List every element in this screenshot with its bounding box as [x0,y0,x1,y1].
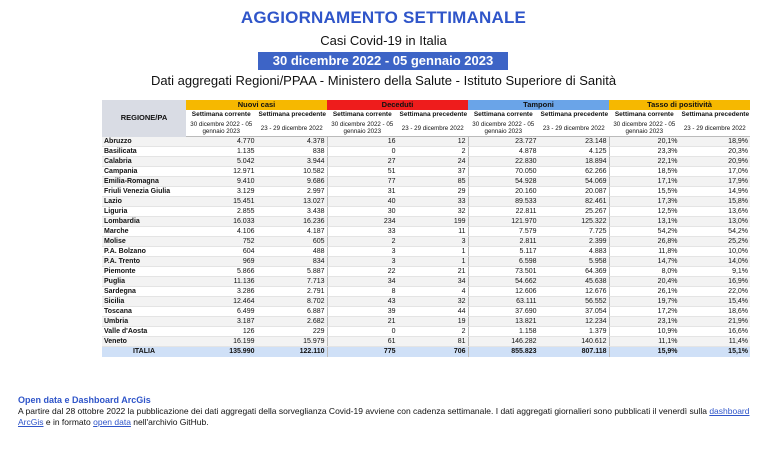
tamponi-current: 146.282 [468,337,539,347]
deceduti-current: 234 [327,217,398,227]
nuovi-casi-current: 752 [186,237,257,247]
deceduti-current: 22 [327,267,398,277]
deceduti-current: 0 [327,327,398,337]
tamponi-previous: 5.958 [539,257,610,267]
dashboard-arcgis-link[interactable]: dashboard ArcGis [18,406,750,427]
nuovi-casi-previous: 4.378 [257,137,328,147]
nuovi-casi-previous: 488 [257,247,328,257]
nuovi-casi-previous: 838 [257,147,328,157]
region-name: Emilia-Romagna [102,177,186,187]
tamponi-current: 22.811 [468,207,539,217]
week-dates-row [102,120,750,137]
tasso-previous: 15,8% [680,197,751,207]
deceduti-previous: 199 [398,217,469,227]
nuovi-casi-current: 16.199 [186,337,257,347]
total-tamponi-previous: 807.118 [539,347,610,358]
deceduti-current: 31 [327,187,398,197]
current-week-label: Settimana corrente [327,110,398,120]
table-row [102,167,750,177]
total-tasso-previous: 15,1% [680,347,751,358]
nuovi-casi-previous: 2.682 [257,317,328,327]
table-row [102,157,750,167]
tasso-current: 11,1% [609,337,680,347]
total-tamponi-current: 855.823 [468,347,539,358]
group-header-tamponi: Tamponi [468,100,609,110]
tasso-previous: 14,0% [680,257,751,267]
region-name: Lazio [102,197,186,207]
nuovi-casi-previous: 7.713 [257,277,328,287]
nuovi-casi-current: 5.866 [186,267,257,277]
total-row-italia [102,347,750,358]
deceduti-previous: 11 [398,227,469,237]
table-body [102,137,750,347]
nuovi-casi-previous: 15.979 [257,337,328,347]
region-name: Marche [102,227,186,237]
nuovi-casi-current: 126 [186,327,257,337]
current-week-label: Settimana corrente [609,110,680,120]
region-name: Valle d'Aosta [102,327,186,337]
nuovi-casi-previous: 4.187 [257,227,328,237]
nuovi-casi-previous: 16.236 [257,217,328,227]
tamponi-current: 89.533 [468,197,539,207]
tasso-previous: 25,2% [680,237,751,247]
tasso-previous: 54,2% [680,227,751,237]
tasso-previous: 10,0% [680,247,751,257]
deceduti-current: 43 [327,297,398,307]
deceduti-current: 0 [327,147,398,157]
nuovi-casi-previous: 6.887 [257,307,328,317]
tamponi-current: 121.970 [468,217,539,227]
tasso-previous: 14,9% [680,187,751,197]
nuovi-casi-previous: 605 [257,237,328,247]
region-name: Piemonte [102,267,186,277]
open-data-paragraph [18,406,758,428]
tasso-current: 18,5% [609,167,680,177]
tamponi-current: 73.501 [468,267,539,277]
region-name: Toscana [102,307,186,317]
tasso-previous: 17,0% [680,167,751,177]
tamponi-current: 1.158 [468,327,539,337]
table-row [102,247,750,257]
tasso-previous: 20,9% [680,157,751,167]
nuovi-casi-current: 9.410 [186,177,257,187]
table-row [102,307,750,317]
tasso-current: 15,5% [609,187,680,197]
tamponi-previous: 64.369 [539,267,610,277]
tasso-current: 14,7% [609,257,680,267]
total-deceduti-current: 775 [327,347,398,358]
table-row [102,177,750,187]
nuovi-casi-previous: 834 [257,257,328,267]
deceduti-previous: 21 [398,267,469,277]
tasso-previous: 18,9% [680,137,751,147]
tamponi-current: 20.160 [468,187,539,197]
nuovi-casi-previous: 3.944 [257,157,328,167]
total-label: ITALIA [102,347,186,358]
total-nuovi-casi-current: 135.990 [186,347,257,358]
tamponi-current: 22.830 [468,157,539,167]
nuovi-casi-current: 12.971 [186,167,257,177]
table-row [102,277,750,287]
tamponi-previous: 54.069 [539,177,610,187]
tamponi-previous: 2.399 [539,237,610,247]
region-name: Puglia [102,277,186,287]
tasso-previous: 13,0% [680,217,751,227]
deceduti-previous: 33 [398,197,469,207]
table-row [102,337,750,347]
table-row [102,317,750,327]
deceduti-previous: 85 [398,177,469,187]
nuovi-casi-current: 1.135 [186,147,257,157]
tamponi-current: 23.727 [468,137,539,147]
tasso-current: 17,3% [609,197,680,207]
tamponi-previous: 12.234 [539,317,610,327]
deceduti-previous: 12 [398,137,469,147]
tasso-current: 26,1% [609,287,680,297]
region-name: Lombardia [102,217,186,227]
tamponi-previous: 56.552 [539,297,610,307]
nuovi-casi-current: 12.464 [186,297,257,307]
nuovi-casi-current: 15.451 [186,197,257,207]
region-name: Campania [102,167,186,177]
covid-data-table [102,100,750,357]
tasso-current: 11,8% [609,247,680,257]
tasso-current: 22,1% [609,157,680,167]
tasso-current: 10,9% [609,327,680,337]
total-tasso-current: 15,9% [609,347,680,358]
group-header-nuovi-casi: Nuovi casi [186,100,327,110]
tasso-previous: 15,4% [680,297,751,307]
page-subtitle: Casi Covid-19 in Italia [320,33,447,48]
deceduti-previous: 2 [398,327,469,337]
tamponi-previous: 7.725 [539,227,610,237]
table-row [102,297,750,307]
tasso-current: 17,2% [609,307,680,317]
tasso-previous: 20,3% [680,147,751,157]
tamponi-previous: 82.461 [539,197,610,207]
nuovi-casi-current: 4.106 [186,227,257,237]
deceduti-current: 21 [327,317,398,327]
nuovi-casi-current: 4.770 [186,137,257,147]
tamponi-current: 54.662 [468,277,539,287]
open-data-text-1: A partire dal 28 ottobre 2022 la pubblicazione dei dati aggregati della sorveglianza Covid-19 avviene con cadenza settimanale. I dati aggregati giornalieri sono pubblicati il venerdì sulla [18,406,710,416]
region-name: Veneto [102,337,186,347]
nuovi-casi-previous: 2.997 [257,187,328,197]
tasso-previous: 16,9% [680,277,751,287]
region-name: P.A. Trento [102,257,186,267]
tamponi-current: 5.117 [468,247,539,257]
deceduti-previous: 4 [398,287,469,297]
tasso-previous: 11,4% [680,337,751,347]
open-data-text-2: e in formato [43,417,94,427]
deceduti-current: 40 [327,197,398,207]
tasso-current: 13,1% [609,217,680,227]
nuovi-casi-previous: 9.686 [257,177,328,187]
nuovi-casi-previous: 229 [257,327,328,337]
tamponi-previous: 18.894 [539,157,610,167]
tasso-previous: 9,1% [680,267,751,277]
nuovi-casi-previous: 13.027 [257,197,328,207]
deceduti-previous: 37 [398,167,469,177]
tamponi-previous: 37.054 [539,307,610,317]
total-deceduti-previous: 706 [398,347,469,358]
deceduti-previous: 29 [398,187,469,197]
tasso-previous: 22,0% [680,287,751,297]
nuovi-casi-current: 604 [186,247,257,257]
table-row [102,237,750,247]
table-row [102,207,750,217]
open-data-title: Open data e Dashboard ArcGis [18,395,151,405]
previous-week-label: Settimana precedente [681,111,750,118]
table-row [102,187,750,197]
region-name: Abruzzo [102,137,186,147]
tamponi-current: 2.811 [468,237,539,247]
tasso-current: 20,4% [609,277,680,287]
total-nuovi-casi-previous: 122.110 [257,347,328,358]
deceduti-previous: 1 [398,247,469,257]
tamponi-previous: 4.883 [539,247,610,257]
nuovi-casi-current: 3.286 [186,287,257,297]
deceduti-current: 34 [327,277,398,287]
tamponi-previous: 23.148 [539,137,610,147]
open-data-text-3: nell'archivio GitHub. [130,417,209,427]
table-row [102,137,750,147]
previous-week-dates: 23 - 29 dicembre 2022 [257,120,328,137]
previous-week-dates: 23 - 29 dicembre 2022 [539,120,610,137]
table-row [102,287,750,297]
previous-week-label: Settimana precedente [540,111,609,118]
deceduti-current: 39 [327,307,398,317]
date-range-banner: 30 dicembre 2022 - 05 gennaio 2023 [258,52,508,70]
table-row [102,267,750,277]
week-label-row [102,110,750,120]
table-row [102,227,750,237]
tamponi-previous: 12.676 [539,287,610,297]
tasso-current: 19,7% [609,297,680,307]
tamponi-previous: 1.379 [539,327,610,337]
nuovi-casi-previous: 3.438 [257,207,328,217]
tamponi-current: 7.579 [468,227,539,237]
deceduti-previous: 32 [398,207,469,217]
deceduti-current: 3 [327,257,398,267]
tasso-current: 20,1% [609,137,680,147]
region-name: Friuli Venezia Giulia [102,187,186,197]
deceduti-previous: 19 [398,317,469,327]
table-row [102,147,750,157]
tasso-previous: 18,6% [680,307,751,317]
deceduti-previous: 1 [398,257,469,267]
deceduti-current: 33 [327,227,398,237]
deceduti-current: 3 [327,247,398,257]
tasso-current: 26,8% [609,237,680,247]
current-week-dates: 30 dicembre 2022 - 05 gennaio 2023 [327,120,398,137]
tamponi-previous: 20.087 [539,187,610,197]
previous-week-dates: 23 - 29 dicembre 2022 [398,120,469,137]
nuovi-casi-current: 11.136 [186,277,257,287]
previous-week-dates: 23 - 29 dicembre 2022 [680,120,751,137]
region-name: Liguria [102,207,186,217]
deceduti-current: 51 [327,167,398,177]
region-name: Molise [102,237,186,247]
tasso-current: 12,5% [609,207,680,217]
current-week-dates: 30 dicembre 2022 - 05 gennaio 2023 [186,120,257,137]
data-source-line: Dati aggregati Regioni/PPAA - Ministero della Salute - Istituto Superiore di Sanità [150,73,617,88]
table-row [102,327,750,337]
current-week-dates: 30 dicembre 2022 - 05 gennaio 2023 [609,120,680,137]
tamponi-current: 4.878 [468,147,539,157]
nuovi-casi-current: 16.033 [186,217,257,227]
region-name: Sardegna [102,287,186,297]
region-name: Umbria [102,317,186,327]
tamponi-current: 13.821 [468,317,539,327]
nuovi-casi-current: 3.187 [186,317,257,327]
deceduti-previous: 24 [398,157,469,167]
nuovi-casi-previous: 8.702 [257,297,328,307]
region-name: Basilicata [102,147,186,157]
region-name: P.A. Bolzano [102,247,186,257]
deceduti-previous: 3 [398,237,469,247]
tamponi-current: 54.928 [468,177,539,187]
previous-week-label: Settimana precedente [399,111,468,118]
current-week-label: Settimana corrente [468,110,539,120]
tamponi-previous: 25.267 [539,207,610,217]
nuovi-casi-previous: 5.887 [257,267,328,277]
region-column-header: REGIONE/PA [102,100,186,137]
tasso-previous: 13,6% [680,207,751,217]
open-data-link[interactable]: open data [93,417,131,427]
nuovi-casi-current: 6.499 [186,307,257,317]
tasso-current: 23,3% [609,147,680,157]
tasso-current: 23,1% [609,317,680,327]
nuovi-casi-current: 3.129 [186,187,257,197]
table-row [102,217,750,227]
tamponi-previous: 140.612 [539,337,610,347]
current-week-dates: 30 dicembre 2022 - 05 gennaio 2023 [468,120,539,137]
nuovi-casi-previous: 2.791 [257,287,328,297]
tasso-current: 54,2% [609,227,680,237]
nuovi-casi-current: 5.042 [186,157,257,167]
deceduti-current: 61 [327,337,398,347]
deceduti-current: 16 [327,137,398,147]
tasso-previous: 17,9% [680,177,751,187]
region-name: Sicilia [102,297,186,307]
page-title: AGGIORNAMENTO SETTIMANALE [240,8,527,27]
tamponi-previous: 125.322 [539,217,610,227]
deceduti-previous: 2 [398,147,469,157]
deceduti-previous: 34 [398,277,469,287]
deceduti-current: 2 [327,237,398,247]
table-row [102,197,750,207]
region-name: Calabria [102,157,186,167]
tasso-current: 17,1% [609,177,680,187]
deceduti-previous: 32 [398,297,469,307]
tamponi-current: 63.111 [468,297,539,307]
covid-data-table-container [102,100,750,357]
previous-week-label: Settimana precedente [258,111,327,118]
table-row [102,257,750,267]
tamponi-current: 70.050 [468,167,539,177]
tasso-previous: 21,9% [680,317,751,327]
tamponi-previous: 45.638 [539,277,610,287]
tamponi-previous: 4.125 [539,147,610,157]
deceduti-previous: 44 [398,307,469,317]
tamponi-current: 37.690 [468,307,539,317]
deceduti-current: 27 [327,157,398,167]
group-header-tasso-positivita: Tasso di positività [609,100,750,110]
tasso-current: 8,0% [609,267,680,277]
tamponi-previous: 62.266 [539,167,610,177]
deceduti-current: 8 [327,287,398,297]
tamponi-current: 6.598 [468,257,539,267]
tamponi-current: 12.606 [468,287,539,297]
deceduti-current: 30 [327,207,398,217]
nuovi-casi-previous: 10.582 [257,167,328,177]
deceduti-previous: 81 [398,337,469,347]
group-header-deceduti: Deceduti [327,100,468,110]
nuovi-casi-current: 2.855 [186,207,257,217]
deceduti-current: 77 [327,177,398,187]
nuovi-casi-current: 969 [186,257,257,267]
tasso-previous: 16,6% [680,327,751,337]
current-week-label: Settimana corrente [186,110,257,120]
